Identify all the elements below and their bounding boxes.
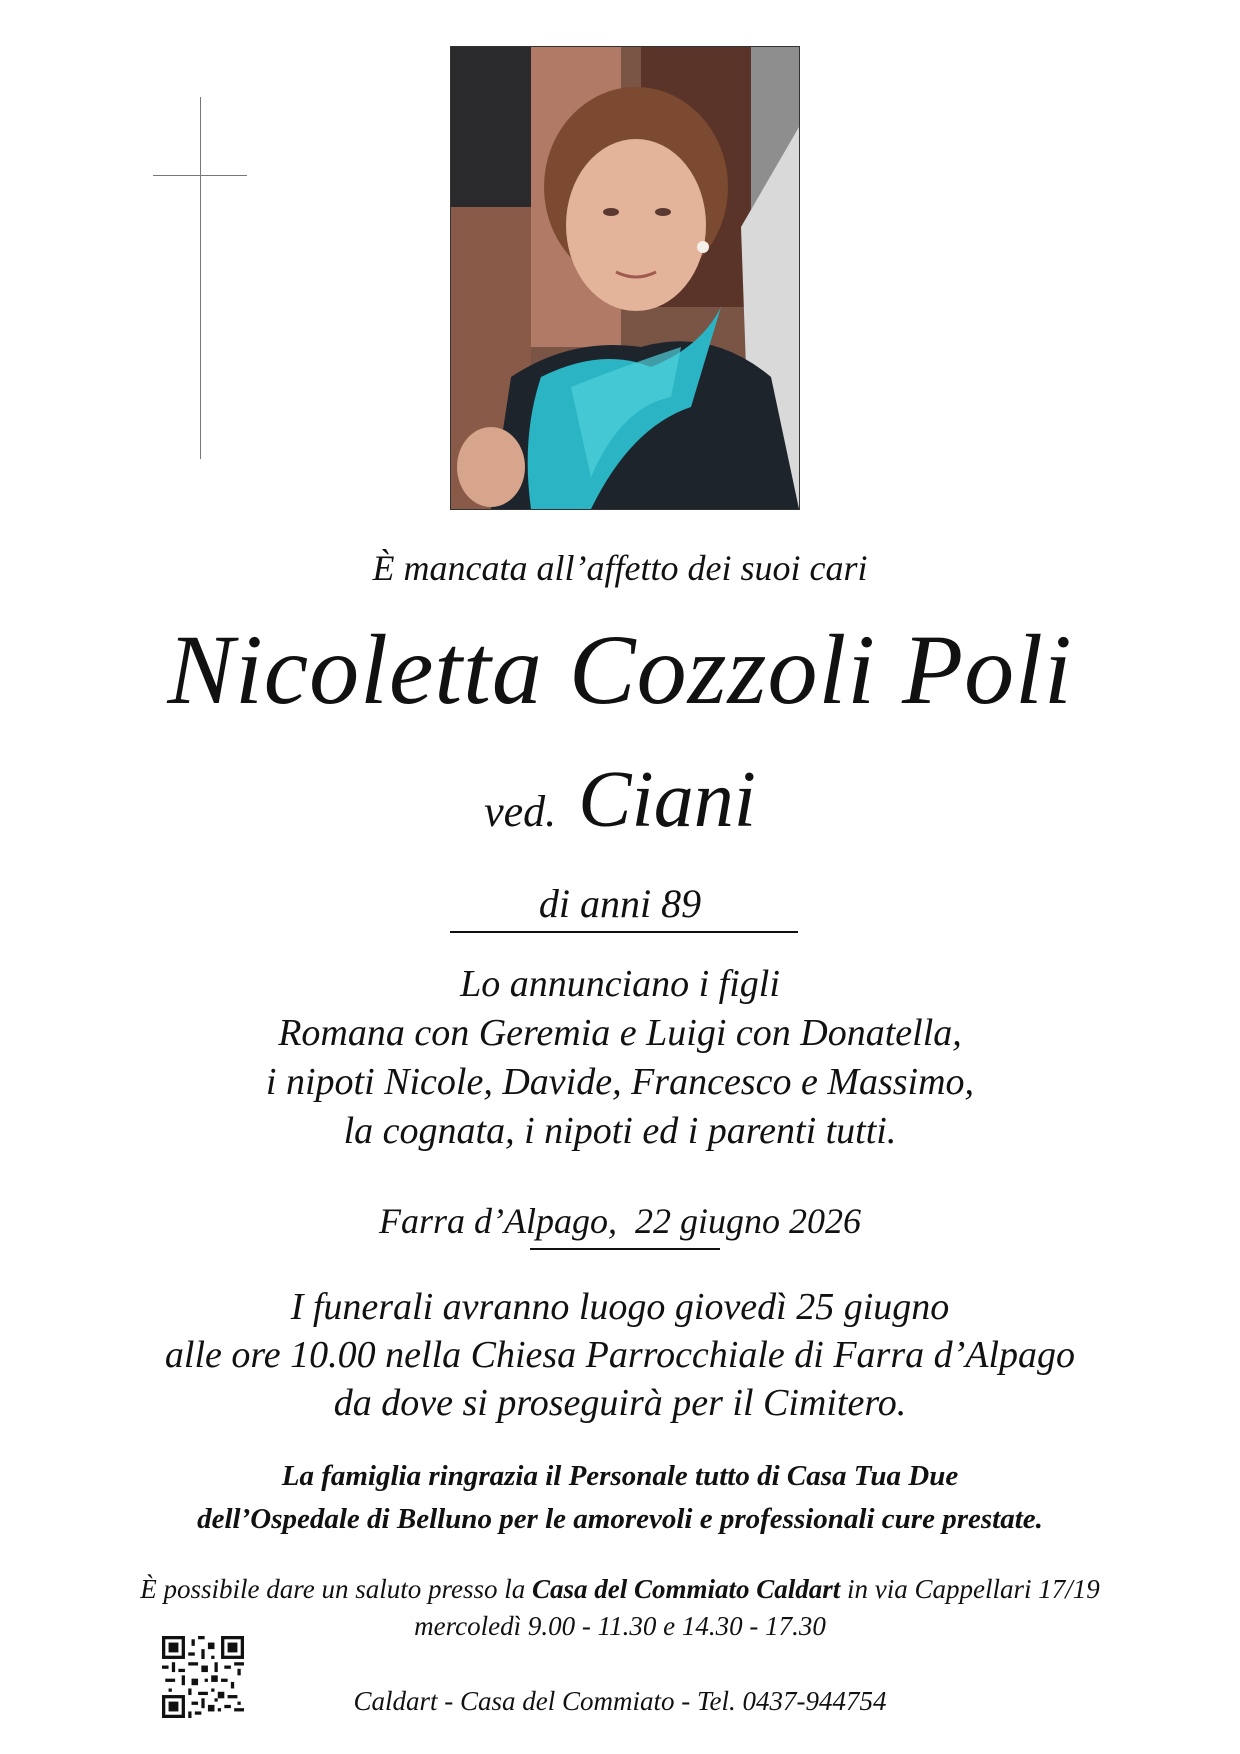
visit-line bbox=[0, 1571, 1240, 1608]
deceased-name: Nicoletta Cozzoli Poli bbox=[167, 614, 1073, 725]
funeral-line: da dove si proseguirà per il Cimitero. bbox=[333, 1382, 907, 1424]
contact-info: Caldart - Casa del Commiato - Tel. 0437-944754 bbox=[353, 1686, 887, 1716]
visit-prefix: È possibile dare un saluto presso la bbox=[140, 1574, 532, 1604]
announcement-line: i nipoti Nicole, Davide, Francesco e Massimo, bbox=[265, 1061, 975, 1103]
visit-venue: Casa del Commiato Caldart bbox=[531, 1574, 841, 1604]
funeral-line: alle ore 10.00 nella Chiesa Parrocchiale di Farra d’Alpago bbox=[164, 1334, 1076, 1376]
visit-suffix: in via Cappellari 17/19 bbox=[840, 1574, 1100, 1604]
intro-text: È mancata all’affetto dei suoi cari bbox=[372, 548, 868, 588]
thanks-line: dell’Ospedale di Belluno per le amorevoli e professionali cure prestate. bbox=[197, 1503, 1043, 1535]
place-date-underline bbox=[530, 1248, 720, 1250]
visit-info bbox=[0, 1571, 1240, 1645]
announcement-line: Lo annunciano i figli bbox=[460, 963, 780, 1005]
funeral-line: I funerali avranno luogo giovedì 25 giugno bbox=[290, 1286, 950, 1328]
married-name-line bbox=[0, 756, 1240, 844]
announcement-block bbox=[0, 960, 1240, 1156]
married-surname: Ciani bbox=[578, 756, 756, 844]
portrait-photo bbox=[450, 46, 800, 510]
ved-prefix: ved. bbox=[484, 787, 557, 836]
cross-horizontal-bar bbox=[153, 175, 247, 176]
age-text: di anni 89 bbox=[538, 881, 702, 926]
age-underline bbox=[450, 931, 798, 933]
visit-hours: mercoledì 9.00 - 11.30 e 14.30 - 17.30 bbox=[414, 1611, 826, 1641]
announcement-line: la cognata, i nipoti ed i parenti tutti. bbox=[343, 1110, 897, 1152]
thanks-line: La famiglia ringrazia il Personale tutto di Casa Tua Due bbox=[281, 1460, 959, 1492]
place-date: Farra d’Alpago, 22 giugno 2026 bbox=[379, 1201, 861, 1241]
cross-vertical-bar bbox=[200, 97, 201, 459]
funeral-details bbox=[0, 1283, 1240, 1427]
thanks-block bbox=[0, 1455, 1240, 1541]
announcement-line: Romana con Geremia e Luigi con Donatella, bbox=[278, 1012, 962, 1054]
portrait-illustration bbox=[451, 47, 799, 509]
